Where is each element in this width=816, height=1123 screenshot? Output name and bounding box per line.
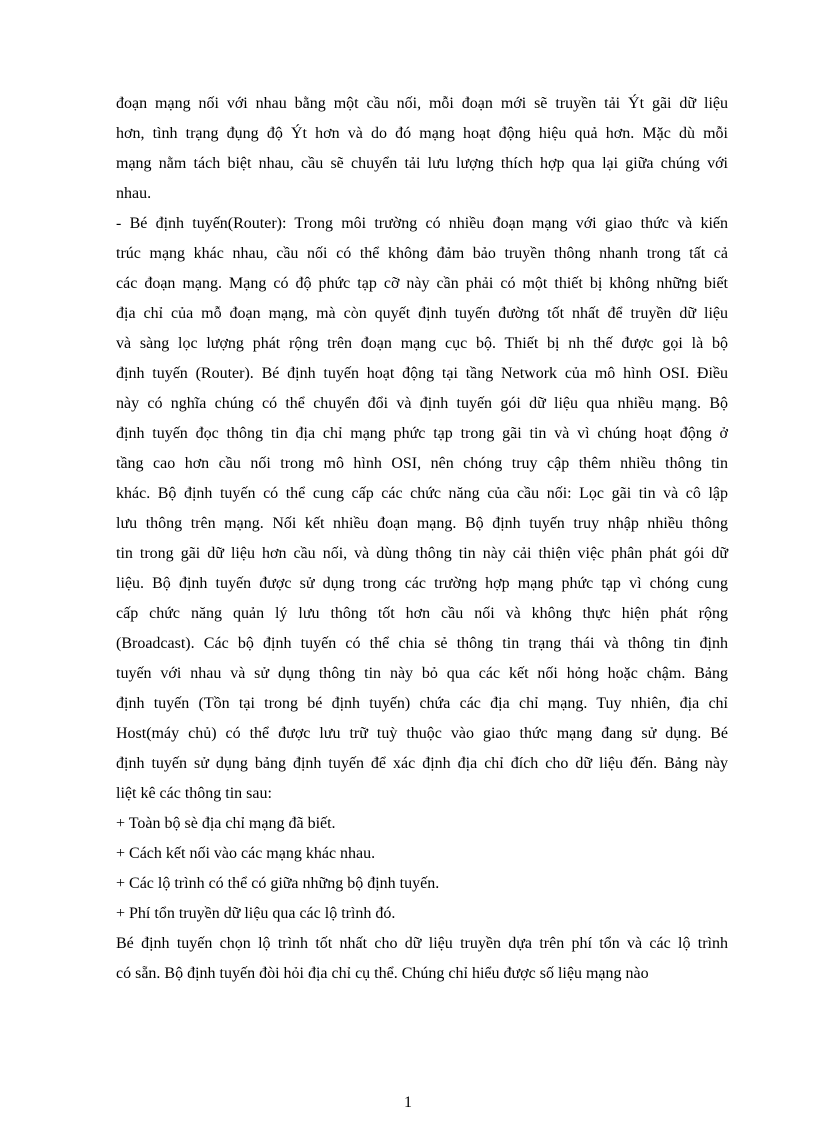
list-item: + Phí tổn truyền dữ liệu qua các lộ trình đó. [116, 905, 396, 922]
text-line: định tuyến (Router). Bé định tuyến hoạt động tại tầng Network của mô hình OSI. Điều [116, 365, 728, 382]
text-line: (Broadcast). Các bộ định tuyến có thể chia sẻ thông tin trạng thái và thông tin định [116, 635, 728, 652]
text-line: địa chỉ của mỗ đoạn mạng, mà còn quyết định tuyến đường tốt nhất để truyền dữ liệu [116, 305, 728, 322]
list-item: + Cách kết nối vào các mạng khác nhau. [116, 845, 376, 862]
text-line: định tuyến sử dụng bảng định tuyến để xác định địa chỉ đích cho dữ liệu đến. Bảng này [116, 755, 728, 772]
text-line: đoạn mạng nối với nhau bằng một cầu nối, mỗi đoạn mới sẽ truyền tải Ýt gãi dữ liệu [116, 95, 728, 112]
text-line: Bé định tuyến chọn lộ trình tốt nhất cho dữ liệu truyền dựa trên phí tổn và các lộ trình [116, 935, 728, 952]
text-line: có sẵn. Bộ định tuyến đòi hỏi địa chỉ cụ thể. Chúng chỉ hiểu được số liệu mạng nào [116, 965, 649, 982]
text-line: Host(máy chủ) có thể được lưu trữ tuỳ thuộc vào giao thức mạng đang sử dụng. Bé [116, 725, 728, 742]
text-line: - Bé định tuyến(Router): Trong môi trường có nhiều đoạn mạng với giao thức và kiến [116, 215, 728, 232]
text-line: tin trong gãi dữ liệu hơn cầu nối, và dùng thông tin này cải thiện việc phân phát gói dữ [116, 545, 728, 562]
text-line: khác. Bộ định tuyến có thể cung cấp các chức năng của cầu nối: Lọc gãi tin và cô lập [116, 485, 728, 502]
text-line: cấp chức năng quản lý lưu thông tốt hơn cầu nối và không thực hiện phát rộng [116, 605, 728, 622]
text-line: định tuyến đọc thông tin địa chỉ mạng phức tạp trong gãi tin và vì chúng hoạt động ở [116, 425, 728, 442]
text-line: nhau. [116, 185, 152, 202]
text-line: trúc mạng khác nhau, cầu nối có thể không đảm bảo truyền thông nhanh trong tất cả [116, 245, 728, 262]
list-item: + Các lộ trình có thể có giữa những bộ định tuyến. [116, 875, 440, 892]
text-line: định tuyến (Tồn tại trong bé định tuyến) chứa các địa chỉ mạng. Tuy nhiên, địa chỉ [116, 695, 728, 712]
text-line: mạng nằm tách biệt nhau, cầu sẽ chuyển tải lưu lượng thích hợp qua lại giữa chúng với [116, 155, 728, 172]
text-line: lưu thông trên mạng. Nối kết nhiều đoạn mạng. Bộ định tuyến truy nhập nhiều thông [116, 515, 728, 532]
text-line: này có nghĩa chúng có thể chuyển đổi và định tuyến gói dữ liệu qua nhiều mạng. Bộ [116, 395, 728, 412]
text-line: hơn, tình trạng đụng độ Ýt hơn và do đó mạng hoạt động hiệu quả hơn. Mặc dù mỗi [116, 125, 728, 142]
text-line: và sàng lọc lượng phát rộng trên đoạn mạng cục bộ. Thiết bị nh thế được gọi là bộ [116, 335, 728, 352]
text-line: liệt kê các thông tin sau: [116, 785, 272, 802]
text-line: các đoạn mạng. Mạng có độ phức tạp cỡ này cần phải có một thiết bị không những biết [116, 275, 728, 292]
text-line: liệu. Bộ định tuyến được sử dụng trong các trường hợp mạng phức tạp vì chóng cung [116, 575, 728, 592]
document-body [116, 89, 728, 989]
list-item: + Toàn bộ sè địa chỉ mạng đã biết. [116, 815, 336, 832]
page-number: 1 [404, 1094, 412, 1111]
text-line: tầng cao hơn cầu nối trong mô hình OSI, nên chóng truy cập thêm nhiều thông tin [116, 455, 728, 472]
text-line: tuyến với nhau và sử dụng thông tin này bỏ qua các kết nối hỏng hoặc chậm. Bảng [116, 665, 728, 682]
